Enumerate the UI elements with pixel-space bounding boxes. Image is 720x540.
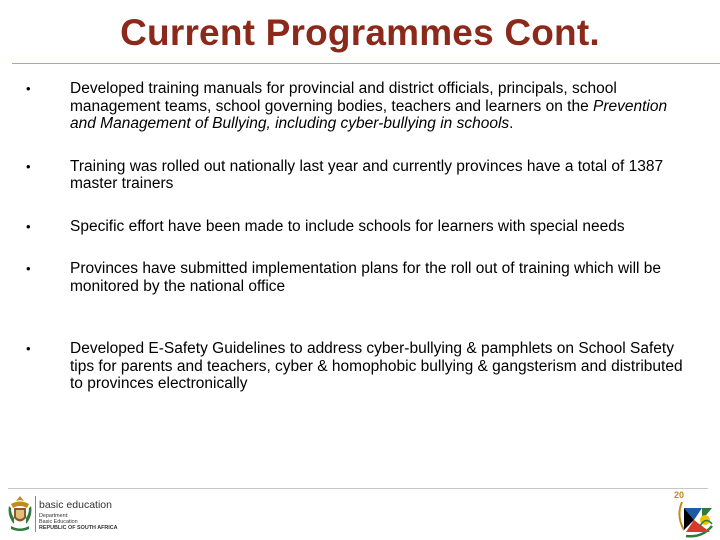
- bullet-item-1: [26, 80, 686, 133]
- bullet-text-1a: Developed training manuals for provincial and district officials, principals, school management teams, school governing bodies, teachers and learners on the: [70, 80, 617, 115]
- bullet-dot: •: [26, 341, 31, 356]
- brand-line-3: REPUBLIC OF SOUTH AFRICA: [39, 525, 118, 531]
- bullet-text-3: Specific effort have been made to include schools for learners with special needs: [70, 217, 625, 235]
- bullet-text-5: Developed E-Safety Guidelines to address cyber-bullying & pamphlets on School Safety tips for parents and teachers, cyber & homophobic bullying & gangsterism and distributed to provinces electronically: [70, 340, 683, 392]
- bullet-text-4: Provinces have submitted implementation plans for the roll out of training which will be monitored by the national office: [70, 260, 662, 295]
- bullet-text-2: Training was rolled out nationally last year and currently provinces have a total of 1387 master trainers: [70, 157, 664, 192]
- brand-subtitle: [39, 513, 118, 531]
- brand-line-1: Department:: [39, 513, 69, 519]
- brand-line-2: Basic Education: [39, 519, 78, 525]
- coat-of-arms-icon: [5, 494, 35, 534]
- bullet-item-2: [26, 158, 686, 193]
- brand-name: basic education: [39, 499, 112, 511]
- bullet-text-1b: .: [509, 115, 514, 132]
- bullet-dot: •: [26, 81, 31, 96]
- bullet-item-3: [26, 218, 686, 236]
- bullet-dot: •: [26, 218, 31, 234]
- bullet-text-1-italic: Prevention and Management of Bullying, including cyber-bullying in schools: [70, 97, 668, 132]
- anniversary-number: 20: [674, 490, 685, 500]
- bullet-item-5: [26, 340, 686, 393]
- slide-title: Current Programmes Cont.: [120, 12, 600, 53]
- bullet-list: [26, 80, 686, 393]
- bullet-item-4: [26, 260, 686, 295]
- bullet-dot: •: [26, 261, 31, 276]
- title-divider: [12, 63, 720, 64]
- brand-divider: [35, 496, 36, 532]
- bullet-dot: •: [26, 158, 31, 174]
- footer-divider: [8, 488, 708, 489]
